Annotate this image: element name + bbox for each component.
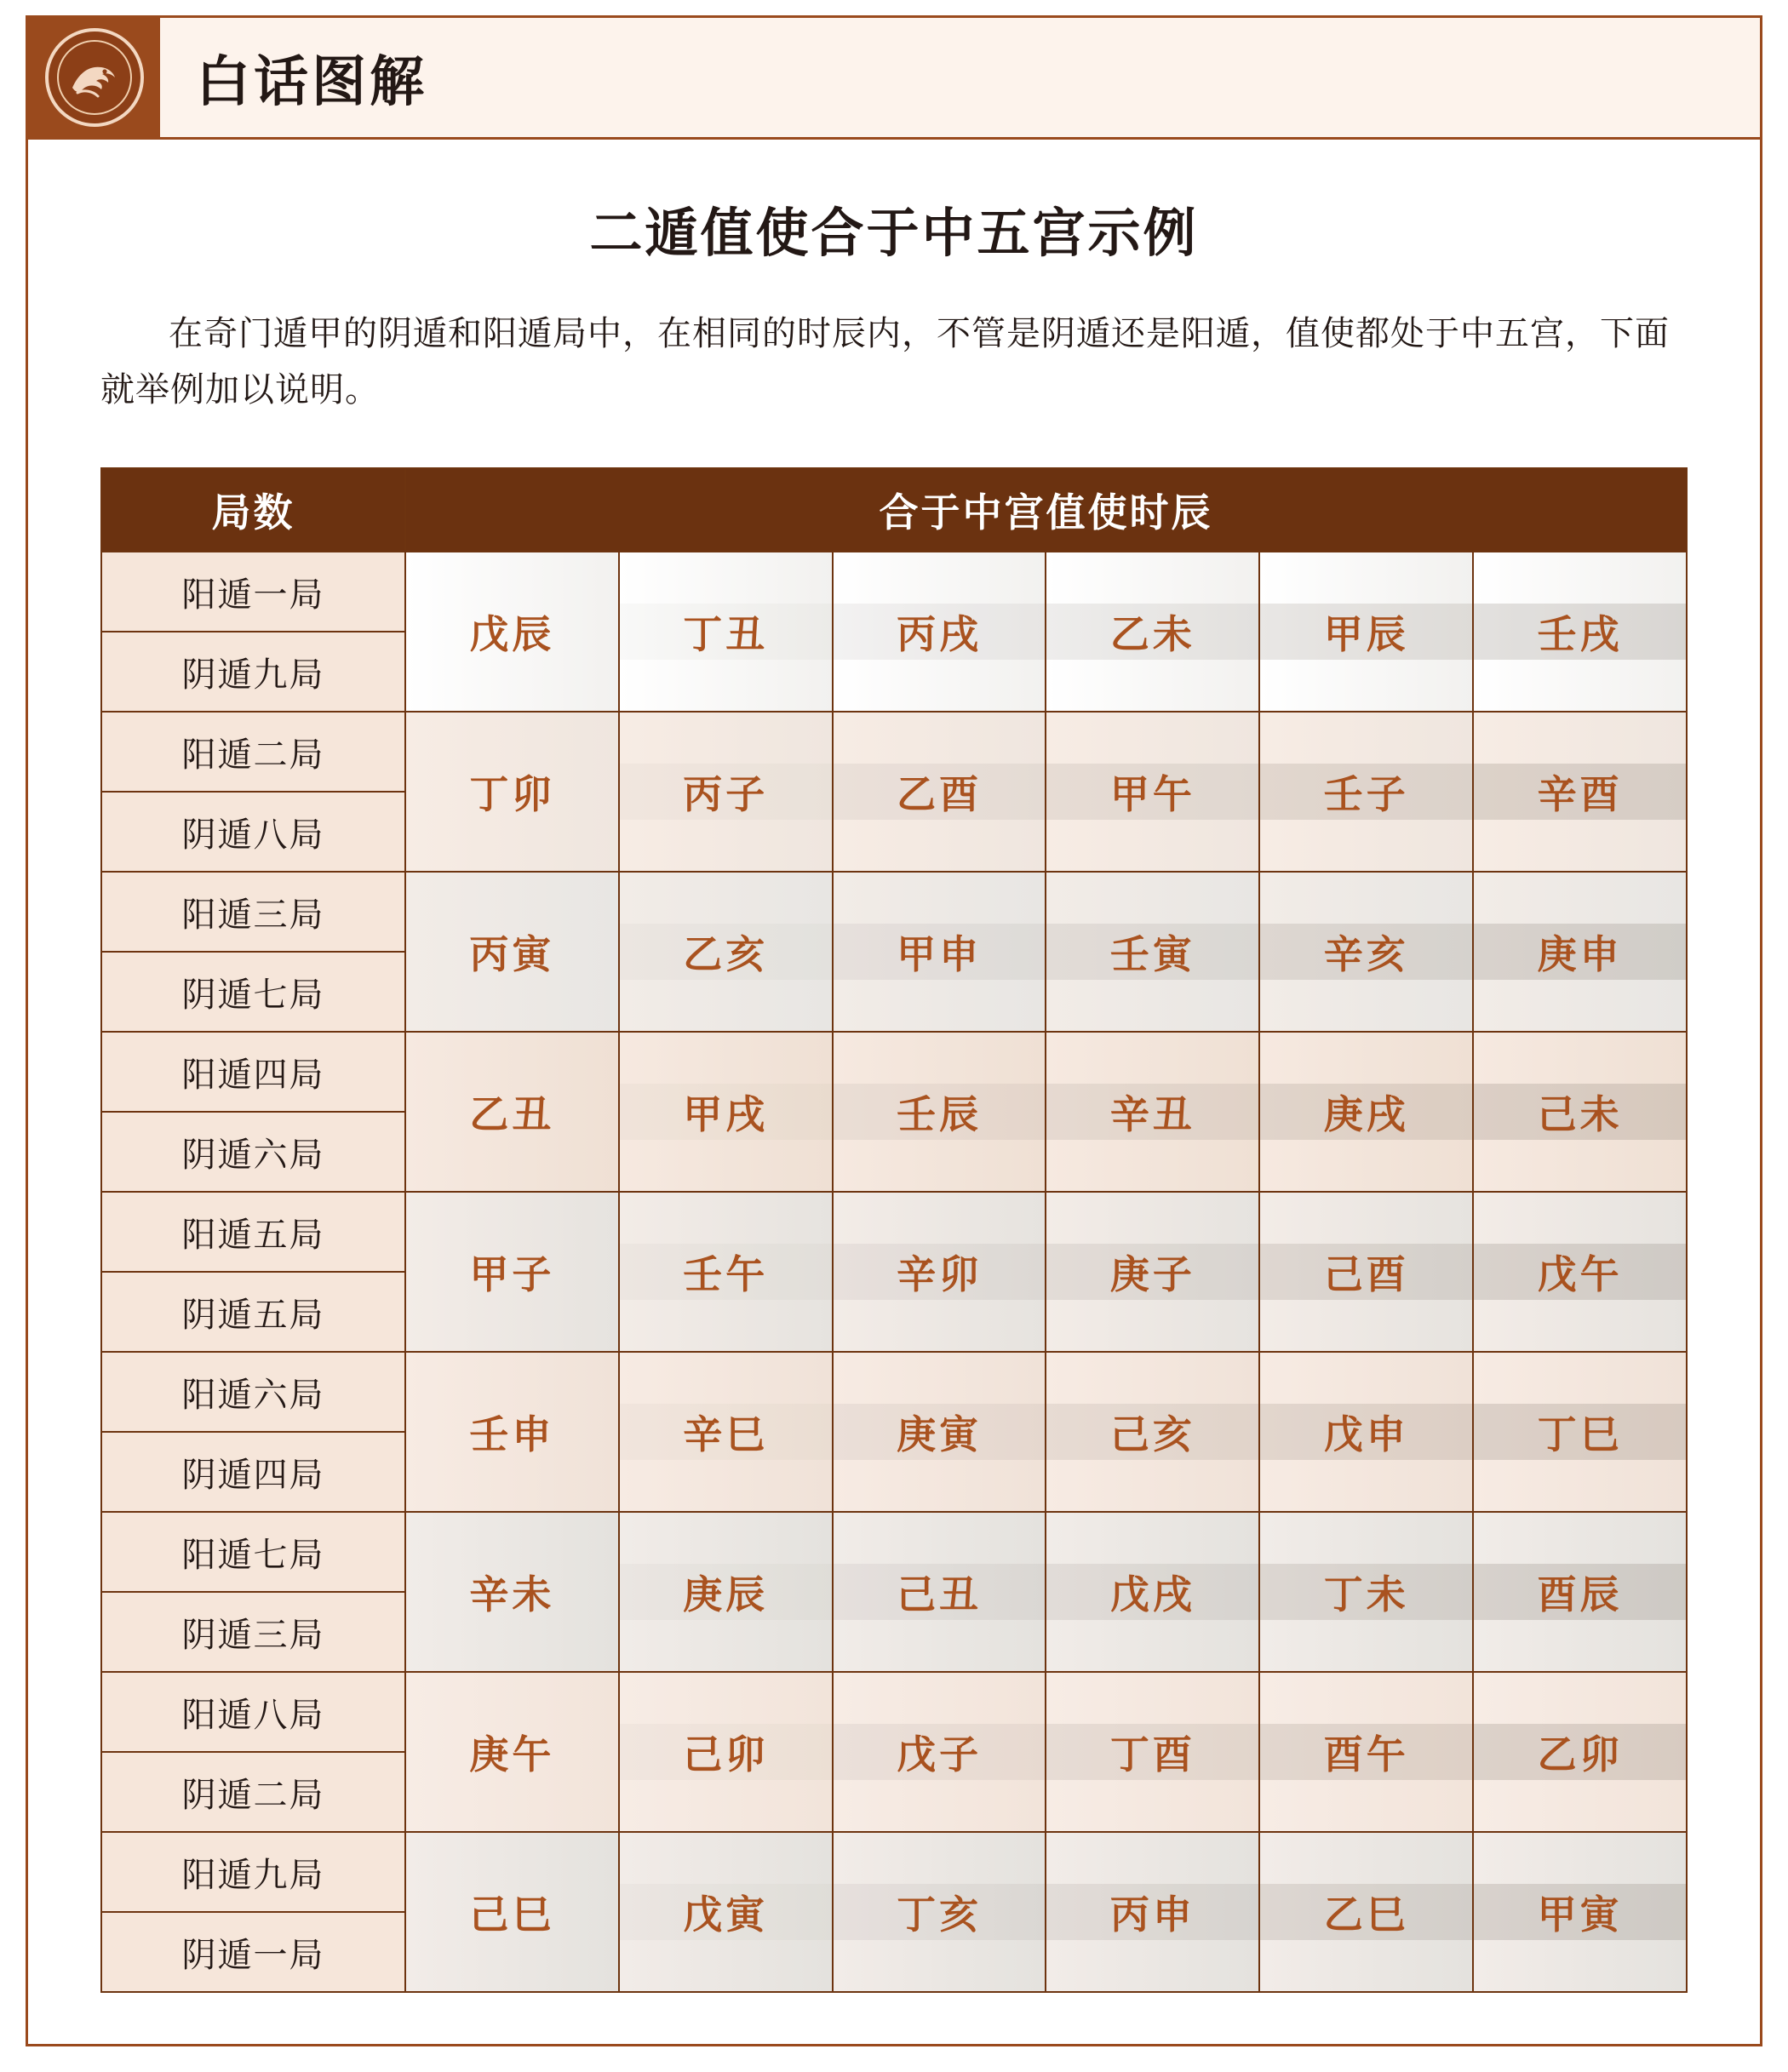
value-text: 辛酉 — [1474, 764, 1686, 820]
value-text: 乙未 — [1046, 604, 1258, 660]
value-text: 丙子 — [620, 764, 832, 820]
row-label-yin: 阴遁五局 — [101, 1272, 405, 1352]
value-cell — [833, 712, 1046, 872]
value-text: 乙卯 — [1474, 1724, 1686, 1780]
value-cell — [1473, 1672, 1687, 1832]
header-title-wrap — [160, 18, 1760, 137]
value-text: 庚午 — [469, 1731, 555, 1777]
value-cell — [1259, 1512, 1473, 1672]
value-text: 壬午 — [620, 1244, 832, 1300]
row-label-yang: 阳遁五局 — [101, 1192, 405, 1272]
table-row — [101, 1672, 1687, 1752]
value-text: 酉辰 — [1474, 1564, 1686, 1620]
value-text: 丙戌 — [834, 604, 1046, 660]
value-text: 辛亥 — [1260, 924, 1472, 980]
row-label-yin: 阴遁八局 — [101, 792, 405, 872]
value-text: 己未 — [1474, 1084, 1686, 1140]
column-header-ju-shu: 局数 — [101, 468, 405, 552]
row-label-yang: 阳遁六局 — [101, 1352, 405, 1432]
value-cell — [1259, 1832, 1473, 1992]
row-label-yang: 阳遁八局 — [101, 1672, 405, 1752]
table-row — [101, 1832, 1687, 1912]
value-text: 戊戌 — [1046, 1564, 1258, 1620]
value-cell — [1046, 1032, 1259, 1192]
value-cell — [405, 1352, 619, 1512]
row-label-yin: 阴遁四局 — [101, 1432, 405, 1512]
value-cell — [1046, 1512, 1259, 1672]
value-cell — [833, 552, 1046, 712]
value-text: 乙酉 — [834, 764, 1046, 820]
value-text: 甲子 — [469, 1251, 555, 1297]
value-cell — [405, 1512, 619, 1672]
value-cell — [833, 1672, 1046, 1832]
value-cell — [833, 872, 1046, 1032]
value-cell — [1046, 872, 1259, 1032]
table-row — [101, 1192, 1687, 1272]
value-cell — [405, 552, 619, 712]
value-text: 酉午 — [1260, 1724, 1472, 1780]
row-label-yang: 阳遁四局 — [101, 1032, 405, 1112]
value-cell — [619, 1672, 833, 1832]
row-label-yin: 阴遁七局 — [101, 952, 405, 1032]
table-body — [101, 552, 1687, 1992]
intro-paragraph: 在奇门遁甲的阴遁和阳遁局中，在相同的时辰内，不管是阴遁还是阳遁，值使都处于中五宫，下面就举例加以说明。 — [100, 314, 1670, 409]
table-row — [101, 712, 1687, 792]
value-cell — [1473, 1832, 1687, 1992]
value-text: 辛丑 — [1046, 1084, 1258, 1140]
value-text: 丁巳 — [1474, 1404, 1686, 1460]
value-cell — [1259, 1352, 1473, 1512]
value-cell — [833, 1352, 1046, 1512]
value-text: 庚寅 — [834, 1404, 1046, 1460]
value-cell — [619, 1832, 833, 1992]
page-title: 二遁值使合于中五宫示例 — [589, 202, 1199, 264]
value-cell — [833, 1032, 1046, 1192]
value-cell — [1473, 1192, 1687, 1352]
value-cell — [405, 712, 619, 872]
header-title: 白话图解 — [196, 51, 427, 114]
value-text: 辛卯 — [834, 1244, 1046, 1300]
row-label-yang: 阳遁一局 — [101, 552, 405, 632]
value-text: 甲申 — [834, 924, 1046, 980]
value-text: 己亥 — [1046, 1404, 1258, 1460]
value-text: 辛未 — [469, 1571, 555, 1617]
value-text: 己巳 — [469, 1892, 555, 1937]
value-text: 庚申 — [1474, 924, 1686, 980]
row-label-yang: 阳遁七局 — [101, 1512, 405, 1592]
value-cell — [405, 1672, 619, 1832]
value-text: 辛巳 — [620, 1404, 832, 1460]
value-cell — [1259, 872, 1473, 1032]
value-text: 甲戌 — [620, 1084, 832, 1140]
value-cell — [405, 1832, 619, 1992]
value-cell — [1473, 712, 1687, 872]
table-head — [101, 468, 1687, 552]
table-row — [101, 1512, 1687, 1592]
value-cell — [619, 872, 833, 1032]
table-row — [101, 872, 1687, 952]
row-label-yin: 阴遁一局 — [101, 1912, 405, 1992]
value-cell — [1046, 1672, 1259, 1832]
value-cell — [405, 1032, 619, 1192]
page-root — [0, 15, 1788, 2046]
row-label-yin: 阴遁三局 — [101, 1592, 405, 1672]
value-cell — [619, 712, 833, 872]
value-cell — [1473, 552, 1687, 712]
value-cell — [833, 1192, 1046, 1352]
table-header-row — [101, 468, 1687, 552]
value-text: 甲寅 — [1474, 1884, 1686, 1940]
value-cell — [1046, 1352, 1259, 1512]
value-cell — [1259, 1032, 1473, 1192]
value-cell — [1046, 1832, 1259, 1992]
value-text: 庚辰 — [620, 1564, 832, 1620]
value-cell — [619, 1032, 833, 1192]
value-cell — [1259, 1192, 1473, 1352]
value-cell — [1259, 552, 1473, 712]
row-label-yin: 阴遁二局 — [101, 1752, 405, 1832]
value-cell — [1259, 1672, 1473, 1832]
value-text: 丁酉 — [1046, 1724, 1258, 1780]
row-label-yang: 阳遁三局 — [101, 872, 405, 952]
value-text: 乙亥 — [620, 924, 832, 980]
table-row — [101, 552, 1687, 632]
value-text: 丁未 — [1260, 1564, 1472, 1620]
value-cell — [619, 1352, 833, 1512]
value-cell — [1473, 1352, 1687, 1512]
value-text: 乙巳 — [1260, 1884, 1472, 1940]
value-text: 壬戌 — [1474, 604, 1686, 660]
value-text: 戊子 — [834, 1724, 1046, 1780]
table-row — [101, 1032, 1687, 1112]
value-text: 己酉 — [1260, 1244, 1472, 1300]
value-cell — [405, 1192, 619, 1352]
value-text: 丁卯 — [469, 771, 555, 817]
document-content — [28, 140, 1760, 2044]
value-cell — [619, 552, 833, 712]
value-text: 己丑 — [834, 1564, 1046, 1620]
value-cell — [1046, 552, 1259, 712]
value-text: 壬辰 — [834, 1084, 1046, 1140]
value-text: 庚子 — [1046, 1244, 1258, 1300]
value-cell — [833, 1832, 1046, 1992]
value-text: 戊辰 — [469, 611, 555, 657]
value-cell — [1473, 872, 1687, 1032]
dragon-seal-icon — [45, 28, 144, 127]
value-text: 己卯 — [620, 1724, 832, 1780]
value-text: 戊申 — [1260, 1404, 1472, 1460]
header-bar — [28, 18, 1760, 140]
header-badge — [28, 18, 160, 137]
value-cell — [1473, 1512, 1687, 1672]
value-text: 戊寅 — [620, 1884, 832, 1940]
page-frame — [26, 15, 1762, 2046]
table-row — [101, 1352, 1687, 1432]
value-text: 壬申 — [469, 1411, 555, 1457]
value-text: 丁亥 — [834, 1884, 1046, 1940]
value-text: 丙申 — [1046, 1884, 1258, 1940]
value-text: 甲辰 — [1260, 604, 1472, 660]
value-cell — [1473, 1032, 1687, 1192]
value-text: 乙丑 — [469, 1091, 555, 1137]
row-label-yang: 阳遁九局 — [101, 1832, 405, 1912]
value-text: 甲午 — [1046, 764, 1258, 820]
value-text: 丙寅 — [469, 931, 555, 977]
row-label-yin: 阴遁九局 — [101, 632, 405, 712]
row-label-yang: 阳遁二局 — [101, 712, 405, 792]
value-text: 庚戌 — [1260, 1084, 1472, 1140]
value-cell — [1046, 712, 1259, 872]
value-cell — [619, 1192, 833, 1352]
value-cell — [1259, 712, 1473, 872]
value-text: 壬子 — [1260, 764, 1472, 820]
row-label-yin: 阴遁六局 — [101, 1112, 405, 1192]
value-cell — [1046, 1192, 1259, 1352]
value-cell — [833, 1512, 1046, 1672]
value-text: 戊午 — [1474, 1244, 1686, 1300]
column-header-shi-chen: 合于中宫值使时辰 — [405, 468, 1687, 552]
value-text: 壬寅 — [1046, 924, 1258, 980]
value-cell — [405, 872, 619, 1032]
ju-shu-table — [100, 467, 1688, 1993]
value-text: 丁丑 — [620, 604, 832, 660]
value-cell — [619, 1512, 833, 1672]
